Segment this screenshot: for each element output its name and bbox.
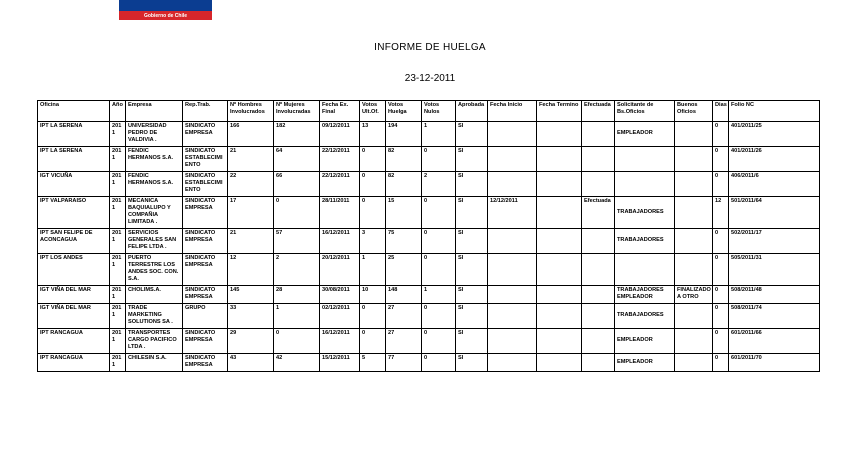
table-cell: [488, 172, 537, 197]
logo-text: Gobierno de Chile: [143, 13, 188, 19]
table-cell: [537, 304, 582, 329]
table-cell: 2: [422, 172, 456, 197]
table-cell: IPT LOS ANDES: [38, 254, 110, 286]
table-cell: 0: [422, 229, 456, 254]
table-cell: 22/12/2011: [320, 172, 360, 197]
table-cell: 406/2011/6: [729, 172, 820, 197]
table-cell: 0: [713, 229, 729, 254]
table-cell: IGT VIÑA DEL MAR: [38, 286, 110, 304]
table-cell: IPT SAN FELIPE DE ACONCAGUA: [38, 229, 110, 254]
table-cell: 15/12/2011: [320, 354, 360, 372]
table-cell: [488, 329, 537, 354]
table-cell: [488, 354, 537, 372]
table-header-row: [38, 101, 820, 122]
table-cell: 0: [713, 354, 729, 372]
table-cell: SINDICATO EMPRESA: [183, 354, 228, 372]
table-row: [38, 329, 820, 354]
table-cell: 502/2011/17: [729, 229, 820, 254]
table-row: [38, 122, 820, 147]
table-cell: [615, 172, 675, 197]
table-cell: 2011: [110, 147, 126, 172]
column-header: Efectuada: [582, 101, 615, 122]
table-cell: SINDICATO EMPRESA: [183, 229, 228, 254]
table-cell: [615, 147, 675, 172]
table-cell: 501/2011/64: [729, 197, 820, 229]
table-cell: 02/12/2011: [320, 304, 360, 329]
table-cell: 2011: [110, 229, 126, 254]
table-cell: [488, 304, 537, 329]
table-cell: [537, 229, 582, 254]
table-cell: 0: [360, 197, 386, 229]
table-cell: 25: [386, 254, 422, 286]
table-cell: TRANSPORTES CARGO PACIFICO LTDA .: [126, 329, 183, 354]
table-cell: [582, 304, 615, 329]
table-cell: [582, 329, 615, 354]
table-cell: 0: [422, 354, 456, 372]
table-cell: 27: [386, 304, 422, 329]
table-cell: [675, 304, 713, 329]
table-row: [38, 172, 820, 197]
table-cell: TRABAJADORES: [615, 197, 675, 229]
table-cell: 1: [422, 286, 456, 304]
table-cell: 28: [274, 286, 320, 304]
table-cell: IPT VALPARAISO: [38, 197, 110, 229]
table-cell: 2011: [110, 329, 126, 354]
table-body: [38, 122, 820, 372]
table-cell: SI: [456, 354, 488, 372]
table-cell: CHILESIN S.A.: [126, 354, 183, 372]
table-cell: IPT LA SERENA: [38, 122, 110, 147]
column-header: Solicitante de Bs.Oficios: [615, 101, 675, 122]
table-cell: 0: [360, 304, 386, 329]
table-cell: 0: [360, 147, 386, 172]
table-cell: UNIVERSIDAD PEDRO DE VALDIVIA .: [126, 122, 183, 147]
table-cell: 508/2011/74: [729, 304, 820, 329]
table-cell: 0: [422, 147, 456, 172]
table-cell: 2011: [110, 172, 126, 197]
table-cell: SINDICATO EMPRESA: [183, 122, 228, 147]
table-cell: SI: [456, 147, 488, 172]
table-cell: 09/12/2011: [320, 122, 360, 147]
table-cell: 148: [386, 286, 422, 304]
report-date: 23-12-2011: [404, 73, 456, 84]
column-header: Fecha Ex. Final: [320, 101, 360, 122]
table-cell: 0: [713, 172, 729, 197]
table-cell: [675, 254, 713, 286]
table-cell: [582, 254, 615, 286]
table-cell: [582, 172, 615, 197]
table-cell: 2011: [110, 197, 126, 229]
table-cell: SINDICATO ESTABLECIMIENTO: [183, 172, 228, 197]
column-header: Buenos Oficios: [675, 101, 713, 122]
table-cell: [537, 329, 582, 354]
table-cell: 0: [713, 122, 729, 147]
table-cell: 166: [228, 122, 274, 147]
column-header: Nº Hombres Involucrados: [228, 101, 274, 122]
table-cell: MECANICA BAQUIALUPO Y COMPAÑIA LIMITADA .: [126, 197, 183, 229]
table-cell: SI: [456, 172, 488, 197]
table-row: [38, 147, 820, 172]
table-cell: SI: [456, 286, 488, 304]
table-cell: 15: [386, 197, 422, 229]
table-cell: [488, 147, 537, 172]
table-cell: 0: [713, 254, 729, 286]
column-header: Empresa: [126, 101, 183, 122]
table-cell: 0: [360, 329, 386, 354]
table-cell: TRADE MARKETING SOLUTIONS SA .: [126, 304, 183, 329]
table-cell: 5: [360, 354, 386, 372]
table-cell: SI: [456, 197, 488, 229]
table-cell: [582, 354, 615, 372]
table-cell: GRUPO: [183, 304, 228, 329]
table-cell: [675, 229, 713, 254]
table-cell: 21: [228, 229, 274, 254]
gobierno-de-chile-logo: [119, 0, 212, 20]
table-cell: 0: [422, 329, 456, 354]
table-cell: FENDIC HERMANOS S.A.: [126, 147, 183, 172]
table-cell: [675, 197, 713, 229]
table-cell: 29: [228, 329, 274, 354]
table-cell: 77: [386, 354, 422, 372]
column-header: Fecha Termino: [537, 101, 582, 122]
table-cell: 0: [360, 172, 386, 197]
table-cell: 12/12/2011: [488, 197, 537, 229]
table-cell: 82: [386, 147, 422, 172]
table-cell: 401/2011/26: [729, 147, 820, 172]
table-cell: TRABAJADORES: [615, 229, 675, 254]
table-cell: 401/2011/25: [729, 122, 820, 147]
table-cell: 1: [360, 254, 386, 286]
table-cell: 16/12/2011: [320, 329, 360, 354]
table-cell: 0: [713, 329, 729, 354]
table-cell: SINDICATO ESTABLECIMIENTO: [183, 147, 228, 172]
table-cell: [675, 329, 713, 354]
table-cell: 22: [228, 172, 274, 197]
table-cell: EMPLEADOR: [615, 122, 675, 147]
table-cell: 13: [360, 122, 386, 147]
table-cell: 12: [713, 197, 729, 229]
table-cell: 30/08/2011: [320, 286, 360, 304]
table-cell: 20/12/2011: [320, 254, 360, 286]
table-cell: [582, 229, 615, 254]
table-cell: PUERTO TERRESTRE LOS ANDES SOC. CON. S.A.: [126, 254, 183, 286]
report-title: INFORME DE HUELGA: [374, 42, 486, 53]
table-cell: [675, 122, 713, 147]
table-cell: 1: [274, 304, 320, 329]
table-cell: 2011: [110, 354, 126, 372]
table-cell: 82: [386, 172, 422, 197]
table-cell: 21: [228, 147, 274, 172]
table-cell: 12: [228, 254, 274, 286]
table-cell: FINALIZADO A OTRO: [675, 286, 713, 304]
table-cell: [675, 354, 713, 372]
table-cell: [675, 147, 713, 172]
table-row: [38, 304, 820, 329]
table-cell: SI: [456, 229, 488, 254]
strike-report-table: [37, 100, 820, 372]
table-cell: 17: [228, 197, 274, 229]
table-cell: 57: [274, 229, 320, 254]
table-cell: EMPLEADOR: [615, 354, 675, 372]
table-cell: 194: [386, 122, 422, 147]
table-cell: 601/2011/66: [729, 329, 820, 354]
table-cell: IPT RANCAGUA: [38, 329, 110, 354]
table-cell: Efectuada: [582, 197, 615, 229]
table-cell: [537, 254, 582, 286]
table-cell: 27: [386, 329, 422, 354]
table-cell: 0: [422, 197, 456, 229]
table-cell: 43: [228, 354, 274, 372]
table-cell: [488, 122, 537, 147]
table-row: [38, 254, 820, 286]
table-cell: 182: [274, 122, 320, 147]
table-cell: [537, 122, 582, 147]
table-cell: TRABAJADORES: [615, 304, 675, 329]
table-cell: 16/12/2011: [320, 229, 360, 254]
table-cell: [537, 286, 582, 304]
column-header: Rep.Trab.: [183, 101, 228, 122]
table-cell: 33: [228, 304, 274, 329]
table-cell: [582, 286, 615, 304]
table-cell: FENDIC HERMANOS S.A.: [126, 172, 183, 197]
table-cell: 1: [422, 122, 456, 147]
column-header: Dias: [713, 101, 729, 122]
table-cell: [488, 229, 537, 254]
table-cell: 66: [274, 172, 320, 197]
column-header: Nº Mujeres Involucradas: [274, 101, 320, 122]
table-cell: [488, 254, 537, 286]
table-cell: 10: [360, 286, 386, 304]
table-cell: SI: [456, 304, 488, 329]
table-cell: SI: [456, 329, 488, 354]
table-row: [38, 354, 820, 372]
table-cell: IPT RANCAGUA: [38, 354, 110, 372]
table-cell: 2011: [110, 286, 126, 304]
table-cell: 508/2011/48: [729, 286, 820, 304]
table-cell: 0: [274, 329, 320, 354]
column-header: Folio NC: [729, 101, 820, 122]
table-row: [38, 197, 820, 229]
table-cell: 2011: [110, 254, 126, 286]
table-cell: 0: [713, 147, 729, 172]
table-cell: IGT VICUÑA: [38, 172, 110, 197]
table-cell: 22/12/2011: [320, 147, 360, 172]
table-cell: [582, 122, 615, 147]
table-cell: 28/11/2011: [320, 197, 360, 229]
column-header: Votos Huelga: [386, 101, 422, 122]
column-header: Votos Ult.Of.: [360, 101, 386, 122]
column-header: Oficina: [38, 101, 110, 122]
column-header: Votos Nulos: [422, 101, 456, 122]
table-row: [38, 286, 820, 304]
table-cell: 0: [713, 304, 729, 329]
table-cell: 0: [713, 286, 729, 304]
table-cell: CHOLIMS.A.: [126, 286, 183, 304]
table-cell: TRABAJADORES EMPLEADOR: [615, 286, 675, 304]
table-cell: SI: [456, 122, 488, 147]
table-cell: 0: [422, 304, 456, 329]
table-cell: [537, 147, 582, 172]
column-header: Aprobada: [456, 101, 488, 122]
table-cell: [615, 254, 675, 286]
table-cell: [675, 172, 713, 197]
table-cell: 0: [274, 197, 320, 229]
table-cell: [537, 172, 582, 197]
table-cell: SI: [456, 254, 488, 286]
table-cell: SINDICATO EMPRESA: [183, 254, 228, 286]
table-cell: [488, 286, 537, 304]
table-cell: IPT LA SERENA: [38, 147, 110, 172]
table-cell: 2: [274, 254, 320, 286]
table-cell: 3: [360, 229, 386, 254]
table-cell: 601/2011/70: [729, 354, 820, 372]
column-header: Fecha Inicio: [488, 101, 537, 122]
table-cell: EMPLEADOR: [615, 329, 675, 354]
table-cell: SINDICATO EMPRESA: [183, 197, 228, 229]
table-cell: SERVICIOS GENERALES SAN FELIPE LTDA .: [126, 229, 183, 254]
table-cell: 2011: [110, 122, 126, 147]
table-cell: SINDICATO EMPRESA: [183, 286, 228, 304]
table-cell: IGT VIÑA DEL MAR: [38, 304, 110, 329]
table-cell: 0: [422, 254, 456, 286]
table-row: [38, 229, 820, 254]
table-cell: 42: [274, 354, 320, 372]
table-cell: [537, 354, 582, 372]
table-cell: 145: [228, 286, 274, 304]
column-header: Año: [110, 101, 126, 122]
table-cell: SINDICATO EMPRESA: [183, 329, 228, 354]
table-cell: [582, 147, 615, 172]
table-cell: 64: [274, 147, 320, 172]
table-cell: 75: [386, 229, 422, 254]
table-cell: [537, 197, 582, 229]
table-cell: 2011: [110, 304, 126, 329]
table-cell: 505/2011/31: [729, 254, 820, 286]
